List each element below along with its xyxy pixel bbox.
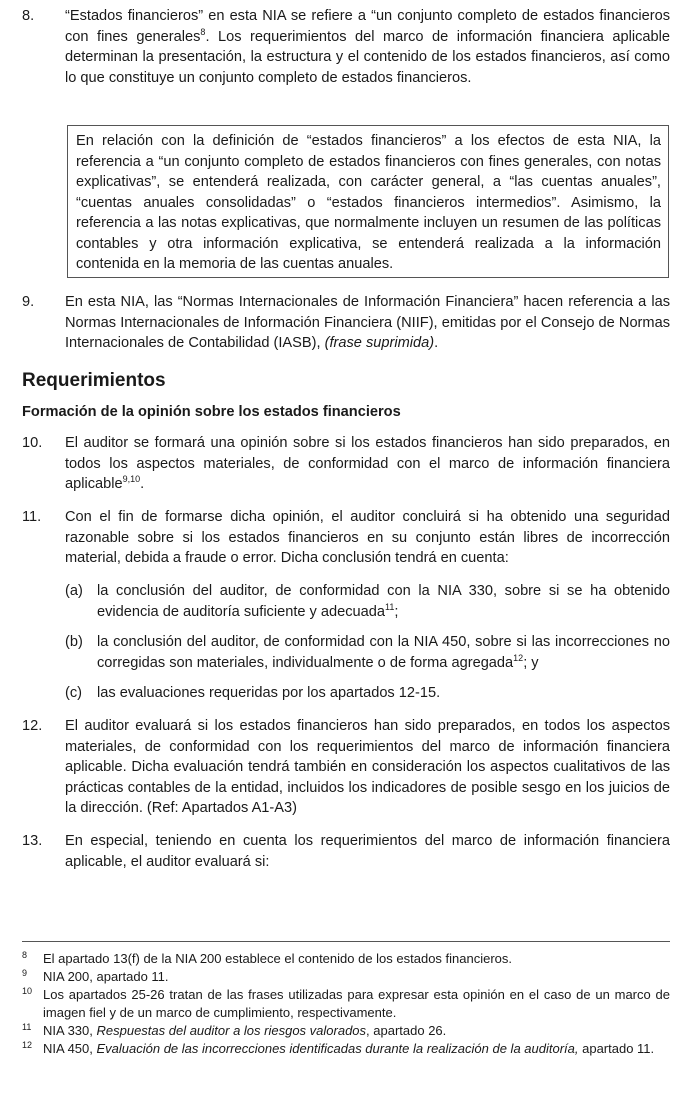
list-item-label: (a) [65, 583, 83, 599]
list-item-body [97, 632, 670, 673]
list-item-text: ; [394, 603, 399, 620]
footnote-ref-11[interactable]: 11 [385, 601, 395, 612]
footnote-number: 8 [22, 950, 28, 960]
list-item-label: (b) [65, 634, 83, 650]
footnote-title-italic: Respuestas del auditor a los riesgos valorados [96, 1023, 367, 1038]
footnote-12 [22, 1040, 670, 1058]
paragraph-number: 9. [22, 294, 35, 310]
list-item-c [65, 683, 670, 704]
list-item-body [97, 581, 670, 622]
paragraph-number: 13. [22, 833, 43, 849]
footnote-11 [22, 1022, 670, 1040]
paragraph-number: 8. [22, 8, 35, 24]
list-item-a [65, 581, 670, 622]
footnote-text: NIA 200, apartado 11. [43, 969, 169, 984]
footnote-ref-12[interactable]: 12 [513, 652, 524, 663]
italic-note: (frase suprimida) [324, 335, 435, 351]
paragraph-body: Con el fin de formarse dicha opinión, el auditor concluirá si ha obtenido una seguridad razonable sobre si los estados financieros en su conjunto están libres de incorrección material, debida a fraude o error. Dicha conclusión tendrá en cuenta: [65, 509, 670, 566]
paragraph-text: En esta NIA, las “Normas Internacionales de Información Financiera” hacen referencia a las Normas Internacionales de Información Financiera (NIIF), emitidas por el Consejo de Normas Internacionales de Contabilidad (IASB), [65, 294, 670, 351]
paragraph-text: El auditor se formará una opinión sobre si los estados financieros han sido preparados, en todos los aspectos materiales, de conformidad con el marco de información financiera aplicable [65, 435, 670, 492]
paragraph-body [65, 6, 670, 88]
list-item-text: la conclusión del auditor, de conformidad con la NIA 450, sobre si las incorrecciones no corregidas son materiales, individualmente o de forma agregada [97, 634, 670, 671]
paragraph-number: 12. [22, 718, 43, 734]
paragraph-number: 10. [22, 435, 43, 451]
footnote-number: 12 [22, 1040, 33, 1050]
list-item-text: las evaluaciones requeridas por los apartados 12-15. [97, 685, 441, 701]
footnote-text-part: NIA 450, [43, 1041, 97, 1056]
footnote-ref-8[interactable]: 8 [200, 26, 206, 37]
paragraph-body: El auditor evaluará si los estados financieros han sido preparados, en todos los aspectos materiales, de conformidad con los requerimientos del marco de información financiera aplicable. Dicha evaluación tendrá también en consideración los aspectos cualitativos de las prácticas contables de la entidad, incluidos los indicadores de posible sesgo en los juicios de la dirección. (Ref: Apartados A1-A3) [65, 718, 670, 816]
paragraph-text: . [434, 335, 439, 351]
list-item-text: ; y [523, 654, 539, 671]
paragraph-body [65, 433, 670, 495]
footnote-text-part: NIA 330, [43, 1023, 97, 1038]
paragraph-9 [22, 292, 670, 354]
paragraph-text: . [140, 476, 145, 492]
paragraph-11 [22, 507, 670, 569]
footnote-8 [22, 950, 670, 968]
footnote-separator [22, 941, 670, 942]
list-item-label: (c) [65, 685, 83, 701]
footnote-text: El apartado 13(f) de la NIA 200 establece el contenido de los estados financieros. [43, 951, 513, 966]
paragraph-body [65, 292, 670, 354]
paragraph-10 [22, 433, 670, 495]
footnote-number: 11 [22, 1022, 32, 1032]
paragraph-number: 11. [22, 509, 42, 525]
footnote-title-italic: Evaluación de las incorrecciones identificadas durante la realización de la auditoría, [96, 1041, 579, 1056]
paragraph-text: “Estados financieros” en esta NIA se refiere a “un conjunto completo de estados financieros con fines generales [65, 8, 670, 45]
footnote-number: 10 [22, 986, 33, 996]
footnote-10 [22, 986, 670, 1021]
paragraph-text: . Los requerimientos del marco de información financiera aplicable determinan la presentación, la estructura y el contenido de los estados financieros, así como lo que constituye un conjunto completo de estados financieros. [65, 28, 670, 86]
footnote-text: Los apartados 25-26 tratan de las frases utilizadas para expresar esta opinión en el caso de un marco de imagen fiel y de un marco de cumplimiento, respectivamente. [43, 987, 670, 1020]
footnote-text-part: apartado 11. [578, 1041, 655, 1056]
section-heading: Requerimientos [22, 370, 166, 391]
footnote-text [43, 1040, 670, 1058]
national-note-box: En relación con la definición de “estados financieros” a los efectos de esta NIA, la referencia a “un conjunto completo de estados financieros con fines generales, con notas explicativas”, se entenderá realizada, con carácter general, a “las cuentas anuales”, “cuentas anuales consolidadas” o “estados financieros intermedios”. Asimismo, la referencia a las notas explicativas, que normalmente incluyen un resumen de las políticas contables y otra información explicativa, se entenderá realizada a la información contenida en la memoria de las cuentas anuales. [67, 125, 669, 278]
list-item-body [97, 683, 670, 704]
paragraph-13 [22, 831, 670, 872]
list-item-text: la conclusión del auditor, de conformidad con la NIA 330, sobre si se ha obtenido evidencia de auditoría suficiente y adecuada [97, 583, 670, 620]
footnote-9 [22, 968, 670, 986]
footnote-number: 9 [22, 968, 28, 978]
paragraph-body: En especial, teniendo en cuenta los requerimientos del marco de información financiera aplicable, el auditor evaluará si: [65, 833, 670, 870]
list-item-b [65, 632, 670, 673]
footnote-text-part: , apartado 26. [366, 1023, 447, 1038]
footnote-ref-9-10[interactable]: 9,10 [122, 474, 141, 484]
paragraph-12 [22, 716, 670, 819]
subsection-heading: Formación de la opinión sobre los estados financieros [22, 404, 401, 420]
footnote-text [43, 1022, 670, 1040]
paragraph-8 [22, 6, 670, 88]
